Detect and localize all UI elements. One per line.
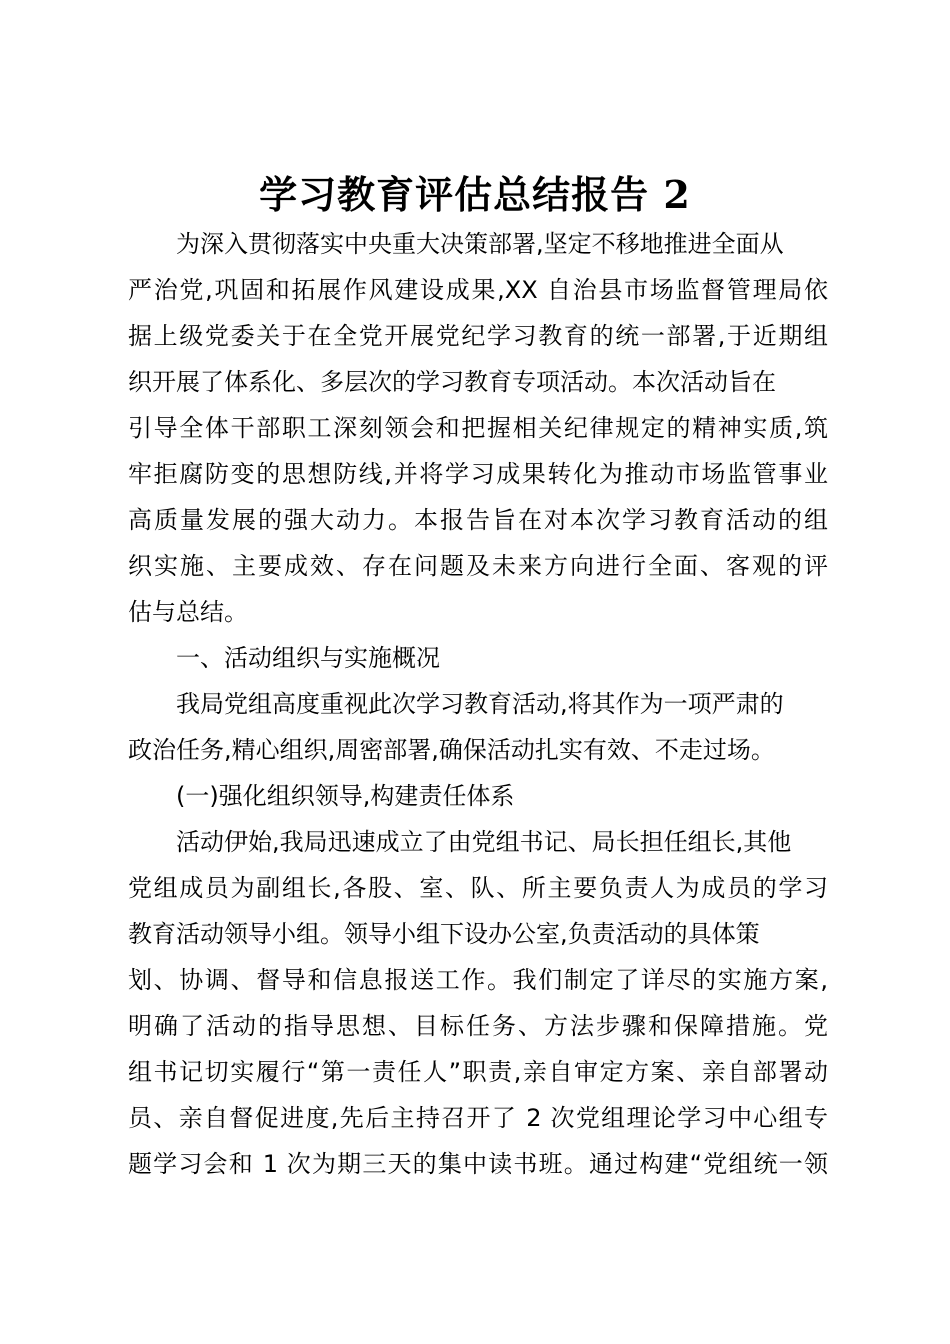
body-line: 估与总结。 xyxy=(128,598,248,626)
body-line: 我局党组高度重视此次学习教育活动,将其作为一项严肃的 xyxy=(176,690,784,718)
body-line: 划、协调、督导和信息报送工作。我们制定了详尽的实施方案, xyxy=(128,966,828,994)
body-line: 教育活动领导小组。领导小组下设办公室,负责活动的具体策 xyxy=(128,920,760,948)
body-line: 据上级党委关于在全党开展党纪学习教育的统一部署,于近期组 xyxy=(128,322,828,350)
body-line: 牢拒腐防变的思想防线,并将学习成果转化为推动市场监管事业 xyxy=(128,460,828,488)
body-line: 党组成员为副组长,各股、室、队、所主要负责人为成员的学习 xyxy=(128,874,828,902)
section-heading: 一、活动组织与实施概况 xyxy=(176,644,440,672)
document-title: 学习教育评估总结报告 2 xyxy=(259,172,691,217)
body-line: 织开展了体系化、多层次的学习教育专项活动。本次活动旨在 xyxy=(128,368,776,396)
body-line: 高质量发展的强大动力。本报告旨在对本次学习教育活动的组 xyxy=(128,506,828,534)
body-line: 明确了活动的指导思想、目标任务、方法步骤和保障措施。党 xyxy=(128,1012,828,1040)
body-line: 员、亲自督促进度,先后主持召开了 2 次党组理论学习中心组专 xyxy=(128,1104,828,1132)
body-line: 引导全体干部职工深刻领会和把握相关纪律规定的精神实质,筑 xyxy=(128,414,828,442)
body-line: 严治党,巩固和拓展作风建设成果,XX 自治县市场监督管理局依 xyxy=(128,276,828,304)
body-line: 活动伊始,我局迅速成立了由党组书记、局长担任组长,其他 xyxy=(176,828,792,856)
subsection-heading: (一)强化组织领导,构建责任体系 xyxy=(176,782,515,810)
body-line: 织实施、主要成效、存在问题及未来方向进行全面、客观的评 xyxy=(128,552,828,580)
body-line: 题学习会和 1 次为期三天的集中读书班。通过构建“党组统一领 xyxy=(128,1150,828,1178)
body-line: 为深入贯彻落实中央重大决策部署,坚定不移地推进全面从 xyxy=(176,230,784,258)
body-line: 政治任务,精心组织,周密部署,确保活动扎实有效、不走过场。 xyxy=(128,736,775,764)
body-line: 组书记切实履行“第一责任人”职责,亲自审定方案、亲自部署动 xyxy=(128,1058,828,1086)
